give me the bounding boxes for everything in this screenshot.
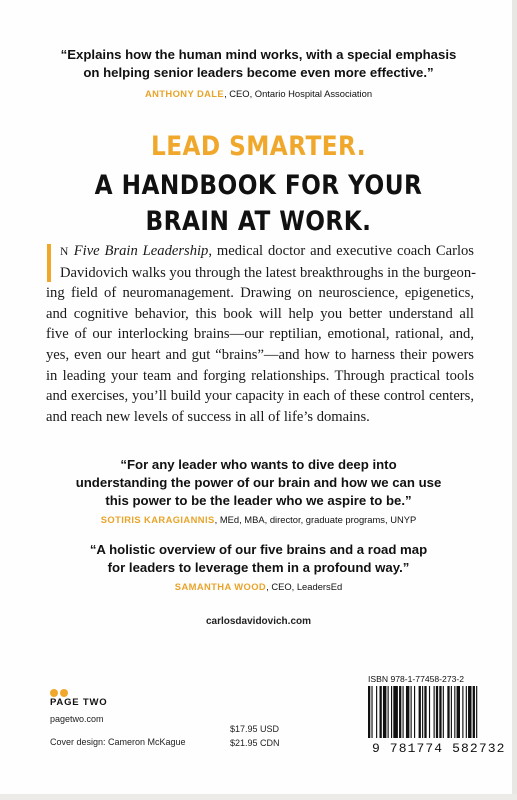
- small-caps-n: N: [60, 246, 69, 258]
- book-title: Five Brain Leadership: [73, 243, 209, 259]
- description-line: [46, 241, 474, 263]
- description-line: and cognitive behavior, this book will help you better understand all: [46, 305, 474, 322]
- top-quote-line-1: “Explains how the human mind works, with a special emphasis: [60, 47, 457, 62]
- quote-wood: [0, 541, 517, 577]
- description-line: ing field of neuromanagement. Drawing on neuroscience, epigenetics,: [46, 285, 474, 302]
- attribution-role: , CEO, LeadersEd: [266, 581, 343, 592]
- headline-brain-at-work: BRAIN AT WORK.: [145, 206, 372, 237]
- description-line: and reach new levels of success in all of life’s domains.: [46, 408, 370, 425]
- quote-line: this power to be the leader who we aspire to be.”: [105, 493, 412, 508]
- cover-design-credit: Cover design: Cameron McKague: [50, 737, 186, 747]
- author-website: carlosdavidovich.com: [205, 616, 312, 627]
- description-text: , medical doctor and executive coach Carlos: [208, 243, 474, 259]
- description-line: and exercises, you’ll build your capacity in each of these control centers,: [46, 388, 474, 405]
- barcode-digits: 9 781774 582732: [372, 741, 506, 756]
- headline-lead-smarter: LEAD SMARTER.: [150, 131, 367, 162]
- isbn-label: ISBN 978-1-77458-273-2: [368, 674, 465, 684]
- description-line: five of our interlocking brains—our reptilian, emotional, rational, and,: [46, 326, 474, 343]
- cover-edge: [0, 794, 517, 800]
- quote-line: “For any leader who wants to dive deep into: [120, 457, 397, 472]
- quote-karagiannis: [0, 456, 517, 510]
- description-line: in leading your team and forging relationships. Through practical tools: [46, 367, 474, 384]
- headline-handbook: A HANDBOOK FOR YOUR: [94, 170, 423, 201]
- quote-line: understanding the power of our brain and how we can use: [75, 475, 442, 490]
- attribution-role: , MEd, MBA, director, graduate programs, UNYP: [214, 514, 417, 525]
- publisher-website: pagetwo.com: [50, 714, 104, 724]
- attribution-name: SOTIRIS KARAGIANNIS: [100, 514, 215, 525]
- price-cdn: $21.95 CDN: [230, 738, 280, 748]
- attribution-name: SAMANTHA WOOD: [174, 581, 267, 592]
- publisher-name: PAGE TWO: [50, 697, 108, 708]
- book-description: [46, 241, 474, 427]
- top-quote-line-2: on helping senior leaders become even more effective.”: [83, 65, 434, 80]
- cover-edge: [512, 0, 517, 800]
- top-quote-attribution: [0, 88, 517, 100]
- quote-wood-attribution: [0, 581, 517, 593]
- description-line: yes, even our heart and gut “brains”—and how to harness their powers: [46, 346, 474, 363]
- quote-line: “A holistic overview of our five brains and a road map: [89, 542, 428, 557]
- description-line: Davidovich walks you through the latest breakthroughs in the burgeon-: [60, 264, 476, 281]
- quote-karagiannis-attribution: [0, 514, 517, 526]
- quote-line: for leaders to leverage them in a profound way.”: [107, 560, 410, 575]
- attribution-name: ANTHONY DALE: [144, 88, 225, 99]
- top-quote: [0, 46, 517, 82]
- attribution-role: , CEO, Ontario Hospital Association: [224, 88, 373, 99]
- barcode-icon: [366, 686, 512, 738]
- price-usd: $17.95 USD: [230, 724, 280, 734]
